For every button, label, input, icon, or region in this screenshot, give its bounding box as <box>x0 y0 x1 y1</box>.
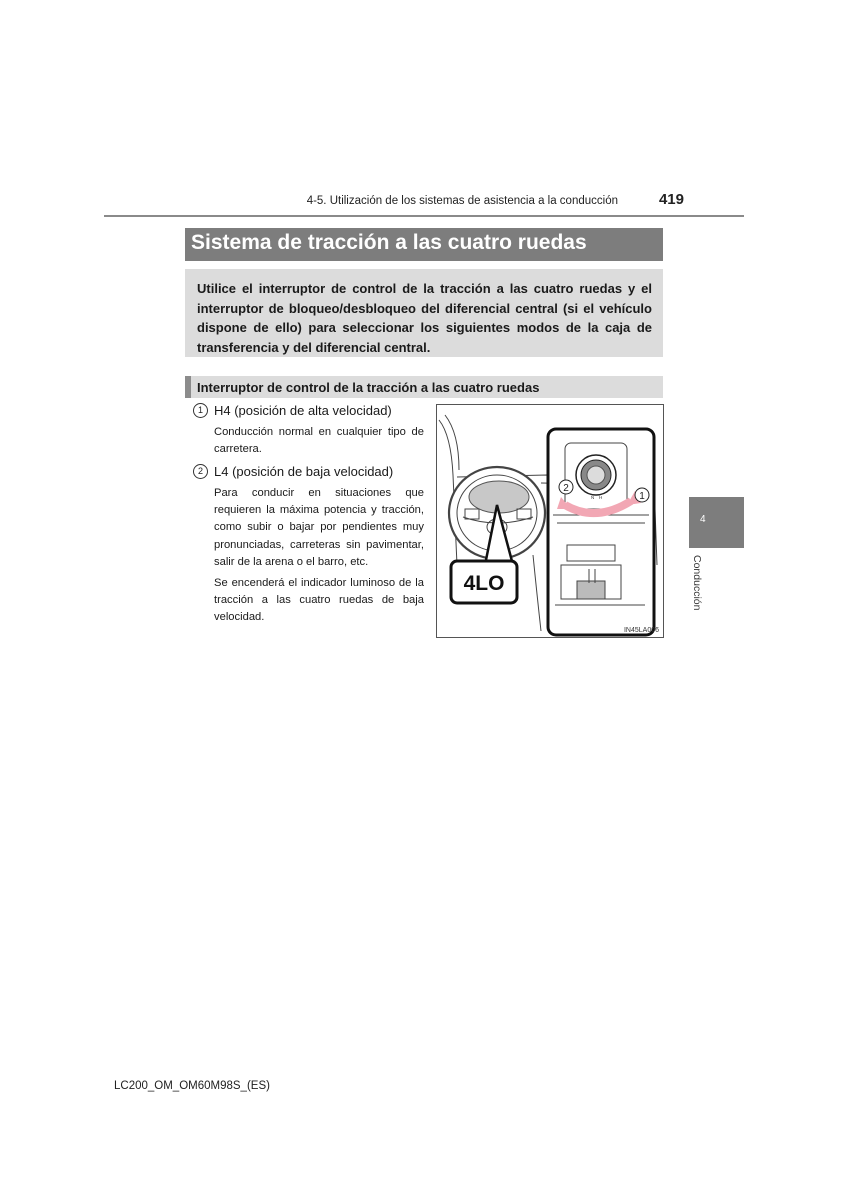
dashboard-drawing <box>437 405 663 637</box>
intro-text: Utilice el interruptor de control de la tracción a las cuatro ruedas y el interruptor de bloqueo/desbloqueo del diferencial central (si el vehículo dispone de ello) para seleccionar los siguientes modos de la caja de transferencia y del diferencial central. <box>197 281 652 355</box>
item-desc-l4-2: Se encenderá el indicador luminoso de la tracción a las cuatro ruedas de baja velocidad. <box>214 577 424 624</box>
section-title: Sistema de tracción a las cuatro ruedas <box>191 231 587 254</box>
chapter-label <box>693 555 713 625</box>
footer-code: LC200_OM_OM60M98S_(ES) <box>114 1080 270 1092</box>
running-header: 4-5. Utilización de los sistemas de asistencia a la conducción <box>306 195 618 207</box>
callout-1: 1 <box>639 491 645 502</box>
dashboard-illustration <box>436 404 664 638</box>
subsection-accent <box>185 376 191 398</box>
section-title-bar <box>185 228 663 261</box>
svg-text:H: H <box>599 495 603 500</box>
chapter-number: 4 <box>700 514 706 525</box>
item-marker-2: 2 <box>193 464 208 479</box>
indicator-4lo-text: 4LO <box>463 572 505 595</box>
chapter-label-text: Conducción <box>691 555 703 611</box>
subsection-title: Interruptor de control de la tracción a las cuatro ruedas <box>197 380 540 395</box>
item-label-h4: H4 (posición de alta velocidad) <box>214 403 392 418</box>
subsection-header <box>185 376 663 398</box>
item-label-l4: L4 (posición de baja velocidad) <box>214 464 394 479</box>
figure-code: IN45LA006 <box>623 627 659 634</box>
item-desc-h4: Conducción normal en cualquier tipo de carretera. <box>214 426 424 456</box>
callout-2: 2 <box>563 483 569 494</box>
page-number: 419 <box>658 191 684 208</box>
header-rule <box>104 215 744 217</box>
svg-text:N: N <box>591 495 595 500</box>
chapter-tab <box>689 497 744 548</box>
item-marker-1: 1 <box>193 403 208 418</box>
intro-box <box>185 269 663 357</box>
item-desc-l4-1: Para conducir en situaciones que requieren la máxima potencia y tracción, como subir o bajar por pendientes muy pronunciadas, carreteras sin pavimentar, salir de la arena o el barro, etc. <box>214 487 424 568</box>
